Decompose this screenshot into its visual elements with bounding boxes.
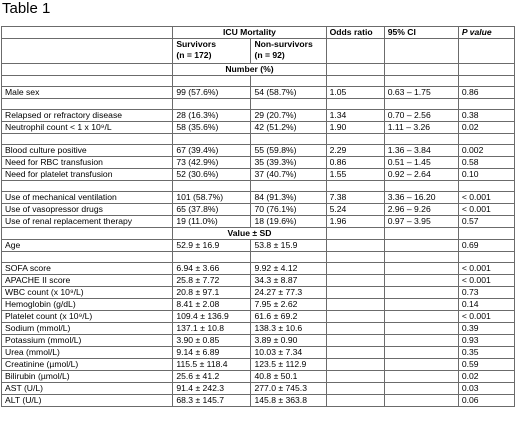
- row-label: Platelet count (x 10⁹/L): [2, 311, 173, 323]
- cell-p-value: 0.002: [458, 145, 514, 157]
- row-label: Need for platelet transfusion: [2, 169, 173, 181]
- header-empty-cell: [458, 39, 514, 64]
- table-row: [2, 122, 515, 134]
- cell-survivors: 58 (35.6%): [173, 122, 251, 134]
- table-row: [2, 299, 515, 311]
- cell-survivors: 65 (37.8%): [173, 204, 251, 216]
- header-survivors-n: (n = 172): [176, 50, 212, 60]
- cell-survivors: 91.4 ± 242.3: [173, 383, 251, 395]
- cell-p-value: 0.10: [458, 169, 514, 181]
- table-title: Table 1: [2, 0, 51, 17]
- cell-odds-ratio: 7.38: [326, 192, 384, 204]
- cell-p-value: 0.69: [458, 240, 514, 252]
- cell-survivors: 20.8 ± 97.1: [173, 287, 251, 299]
- row-label: AST (U/L): [2, 383, 173, 395]
- cell-nonsurvivors: 145.8 ± 363.8: [251, 395, 326, 407]
- table-row: [2, 263, 515, 275]
- cell-nonsurvivors: 7.95 ± 2.62: [251, 299, 326, 311]
- spacer-row: [2, 99, 515, 110]
- cell-95-ci: [384, 335, 458, 347]
- table-row: [2, 157, 515, 169]
- row-label: Age: [2, 240, 173, 252]
- cell-nonsurvivors: 53.8 ± 15.9: [251, 240, 326, 252]
- header-empty-cell: [2, 27, 173, 39]
- table-row: [2, 383, 515, 395]
- row-label: Hemoglobin (g/dL): [2, 299, 173, 311]
- cell-nonsurvivors: 84 (91.3%): [251, 192, 326, 204]
- cell-nonsurvivors: 34.3 ± 8.87: [251, 275, 326, 287]
- cell-95-ci: [384, 287, 458, 299]
- cell-p-value: 0.35: [458, 347, 514, 359]
- cell-95-ci: [384, 371, 458, 383]
- cell-odds-ratio: [326, 287, 384, 299]
- cell-odds-ratio: 1.34: [326, 110, 384, 122]
- cell-nonsurvivors: 37 (40.7%): [251, 169, 326, 181]
- cell-p-value: < 0.001: [458, 204, 514, 216]
- cell-p-value: 0.57: [458, 216, 514, 228]
- header-empty-cell: [384, 39, 458, 64]
- cell-odds-ratio: [326, 299, 384, 311]
- cell-95-ci: [384, 347, 458, 359]
- cell-odds-ratio: 5.24: [326, 204, 384, 216]
- table-row: [2, 335, 515, 347]
- cell-95-ci: 0.70 – 2.56: [384, 110, 458, 122]
- cell-survivors: 8.41 ± 2.08: [173, 299, 251, 311]
- row-label: Use of vasopressor drugs: [2, 204, 173, 216]
- cell-nonsurvivors: 10.03 ± 7.34: [251, 347, 326, 359]
- cell-odds-ratio: [326, 359, 384, 371]
- cell-95-ci: [384, 383, 458, 395]
- header-survivors: [173, 39, 251, 64]
- table-row: [2, 169, 515, 181]
- row-label: Sodium (mmol/L): [2, 323, 173, 335]
- spacer-row: [2, 252, 515, 263]
- cell-nonsurvivors: 138.3 ± 10.6: [251, 323, 326, 335]
- cell-odds-ratio: 1.90: [326, 122, 384, 134]
- table-row: [2, 311, 515, 323]
- header-icu-mortality: ICU Mortality: [173, 27, 326, 39]
- cell-odds-ratio: [326, 383, 384, 395]
- row-label: WBC count (x 10⁹/L): [2, 287, 173, 299]
- cell-95-ci: 1.36 – 3.84: [384, 145, 458, 157]
- section-row-value: [2, 228, 515, 240]
- header-95-ci: 95% CI: [384, 27, 458, 39]
- header-row-group: [2, 27, 515, 39]
- cell-95-ci: [384, 395, 458, 407]
- cell-95-ci: 0.51 – 1.45: [384, 157, 458, 169]
- header-odds-ratio: Odds ratio: [326, 27, 384, 39]
- cell-p-value: 0.02: [458, 122, 514, 134]
- row-label: Relapsed or refractory disease: [2, 110, 173, 122]
- row-label: Use of mechanical ventilation: [2, 192, 173, 204]
- cell-95-ci: 0.63 – 1.75: [384, 87, 458, 99]
- cell-95-ci: [384, 299, 458, 311]
- cell-p-value: < 0.001: [458, 275, 514, 287]
- table-row: [2, 323, 515, 335]
- cell-95-ci: 0.97 – 3.95: [384, 216, 458, 228]
- empty-cell: [458, 64, 514, 76]
- header-empty-cell: [2, 39, 173, 64]
- row-label: Blood culture positive: [2, 145, 173, 157]
- cell-survivors: 52 (30.6%): [173, 169, 251, 181]
- cell-odds-ratio: [326, 395, 384, 407]
- row-label: Urea (mmol/L): [2, 347, 173, 359]
- row-label: APACHE II score: [2, 275, 173, 287]
- row-label: Creatinine (µmol/L): [2, 359, 173, 371]
- header-row-columns: [2, 39, 515, 64]
- row-label: ALT (U/L): [2, 395, 173, 407]
- cell-odds-ratio: [326, 371, 384, 383]
- empty-cell: [384, 228, 458, 240]
- table-row: [2, 275, 515, 287]
- cell-odds-ratio: 0.86: [326, 157, 384, 169]
- spacer-row: [2, 134, 515, 145]
- cell-survivors: 19 (11.0%): [173, 216, 251, 228]
- row-label: Male sex: [2, 87, 173, 99]
- cell-nonsurvivors: 54 (58.7%): [251, 87, 326, 99]
- table-row: [2, 110, 515, 122]
- row-label: Use of renal replacement therapy: [2, 216, 173, 228]
- empty-cell: [458, 228, 514, 240]
- cell-odds-ratio: [326, 347, 384, 359]
- empty-cell: [2, 228, 173, 240]
- cell-odds-ratio: 1.05: [326, 87, 384, 99]
- table-row: [2, 371, 515, 383]
- cell-survivors: 137.1 ± 10.8: [173, 323, 251, 335]
- section-row-number: [2, 64, 515, 76]
- cell-survivors: 25.8 ± 7.72: [173, 275, 251, 287]
- cell-p-value: 0.73: [458, 287, 514, 299]
- cell-odds-ratio: 1.96: [326, 216, 384, 228]
- cell-95-ci: [384, 240, 458, 252]
- cell-95-ci: [384, 359, 458, 371]
- cell-survivors: 99 (57.6%): [173, 87, 251, 99]
- row-label: Bilirubin (µmol/L): [2, 371, 173, 383]
- cell-p-value: 0.02: [458, 371, 514, 383]
- table-row: [2, 287, 515, 299]
- cell-nonsurvivors: 24.27 ± 77.3: [251, 287, 326, 299]
- cell-odds-ratio: [326, 311, 384, 323]
- header-p-value: P value: [458, 27, 514, 39]
- table-row: [2, 204, 515, 216]
- cell-survivors: 9.14 ± 6.89: [173, 347, 251, 359]
- section-label-value: Value ± SD: [173, 228, 326, 240]
- cell-odds-ratio: [326, 323, 384, 335]
- cell-95-ci: 0.92 – 2.64: [384, 169, 458, 181]
- cell-nonsurvivors: 70 (76.1%): [251, 204, 326, 216]
- empty-cell: [2, 64, 173, 76]
- row-label: Need for RBC transfusion: [2, 157, 173, 169]
- cell-95-ci: [384, 323, 458, 335]
- cell-95-ci: [384, 263, 458, 275]
- cell-survivors: 115.5 ± 118.4: [173, 359, 251, 371]
- cell-p-value: 0.93: [458, 335, 514, 347]
- header-survivors-label: Survivors: [176, 39, 216, 49]
- table-row: [2, 192, 515, 204]
- cell-95-ci: 1.11 – 3.26: [384, 122, 458, 134]
- header-nonsurvivors: [251, 39, 326, 64]
- cell-95-ci: 2.96 – 9.26: [384, 204, 458, 216]
- empty-cell: [326, 64, 384, 76]
- cell-nonsurvivors: 277.0 ± 745.3: [251, 383, 326, 395]
- cell-95-ci: [384, 275, 458, 287]
- cell-nonsurvivors: 3.89 ± 0.90: [251, 335, 326, 347]
- table-row: [2, 395, 515, 407]
- cell-p-value: < 0.001: [458, 192, 514, 204]
- header-empty-cell: [326, 39, 384, 64]
- cell-p-value: 0.59: [458, 359, 514, 371]
- cell-95-ci: 3.36 – 16.20: [384, 192, 458, 204]
- row-label: SOFA score: [2, 263, 173, 275]
- cell-survivors: 101 (58.7%): [173, 192, 251, 204]
- cell-p-value: 0.39: [458, 323, 514, 335]
- cell-p-value: 0.14: [458, 299, 514, 311]
- cell-nonsurvivors: 29 (20.7%): [251, 110, 326, 122]
- cell-survivors: 28 (16.3%): [173, 110, 251, 122]
- spacer-row: [2, 181, 515, 192]
- cell-survivors: 52.9 ± 16.9: [173, 240, 251, 252]
- empty-cell: [326, 228, 384, 240]
- cell-nonsurvivors: 40.8 ± 50.1: [251, 371, 326, 383]
- cell-p-value: 0.03: [458, 383, 514, 395]
- cell-odds-ratio: [326, 240, 384, 252]
- table-row: [2, 87, 515, 99]
- empty-cell: [384, 64, 458, 76]
- table-row: [2, 145, 515, 157]
- cell-odds-ratio: [326, 275, 384, 287]
- table-row: [2, 359, 515, 371]
- cell-nonsurvivors: 42 (51.2%): [251, 122, 326, 134]
- cell-survivors: 3.90 ± 0.85: [173, 335, 251, 347]
- cell-survivors: 68.3 ± 145.7: [173, 395, 251, 407]
- table-row: [2, 216, 515, 228]
- cell-nonsurvivors: 35 (39.3%): [251, 157, 326, 169]
- cell-survivors: 25.6 ± 41.2: [173, 371, 251, 383]
- row-label: Neutrophil count < 1 x 10⁹/L: [2, 122, 173, 134]
- results-table: [1, 26, 515, 407]
- cell-p-value: 0.58: [458, 157, 514, 169]
- spacer-row: [2, 76, 515, 87]
- cell-survivors: 73 (42.9%): [173, 157, 251, 169]
- cell-odds-ratio: 2.29: [326, 145, 384, 157]
- cell-p-value: < 0.001: [458, 263, 514, 275]
- cell-nonsurvivors: 61.6 ± 69.2: [251, 311, 326, 323]
- cell-nonsurvivors: 55 (59.8%): [251, 145, 326, 157]
- section-label-number: Number (%): [173, 64, 326, 76]
- row-label: Potassium (mmol/L): [2, 335, 173, 347]
- header-nonsurvivors-n: (n = 92): [254, 50, 285, 60]
- cell-p-value: 0.38: [458, 110, 514, 122]
- cell-nonsurvivors: 9.92 ± 4.12: [251, 263, 326, 275]
- cell-p-value: 0.86: [458, 87, 514, 99]
- table-row: [2, 347, 515, 359]
- cell-p-value: 0.06: [458, 395, 514, 407]
- cell-95-ci: [384, 311, 458, 323]
- cell-odds-ratio: [326, 335, 384, 347]
- cell-nonsurvivors: 18 (19.6%): [251, 216, 326, 228]
- cell-odds-ratio: 1.55: [326, 169, 384, 181]
- cell-survivors: 109.4 ± 136.9: [173, 311, 251, 323]
- table-row: [2, 240, 515, 252]
- header-nonsurvivors-label: Non-survivors: [254, 39, 313, 49]
- cell-survivors: 6.94 ± 3.66: [173, 263, 251, 275]
- cell-odds-ratio: [326, 263, 384, 275]
- cell-survivors: 67 (39.4%): [173, 145, 251, 157]
- cell-p-value: < 0.001: [458, 311, 514, 323]
- cell-nonsurvivors: 123.5 ± 112.9: [251, 359, 326, 371]
